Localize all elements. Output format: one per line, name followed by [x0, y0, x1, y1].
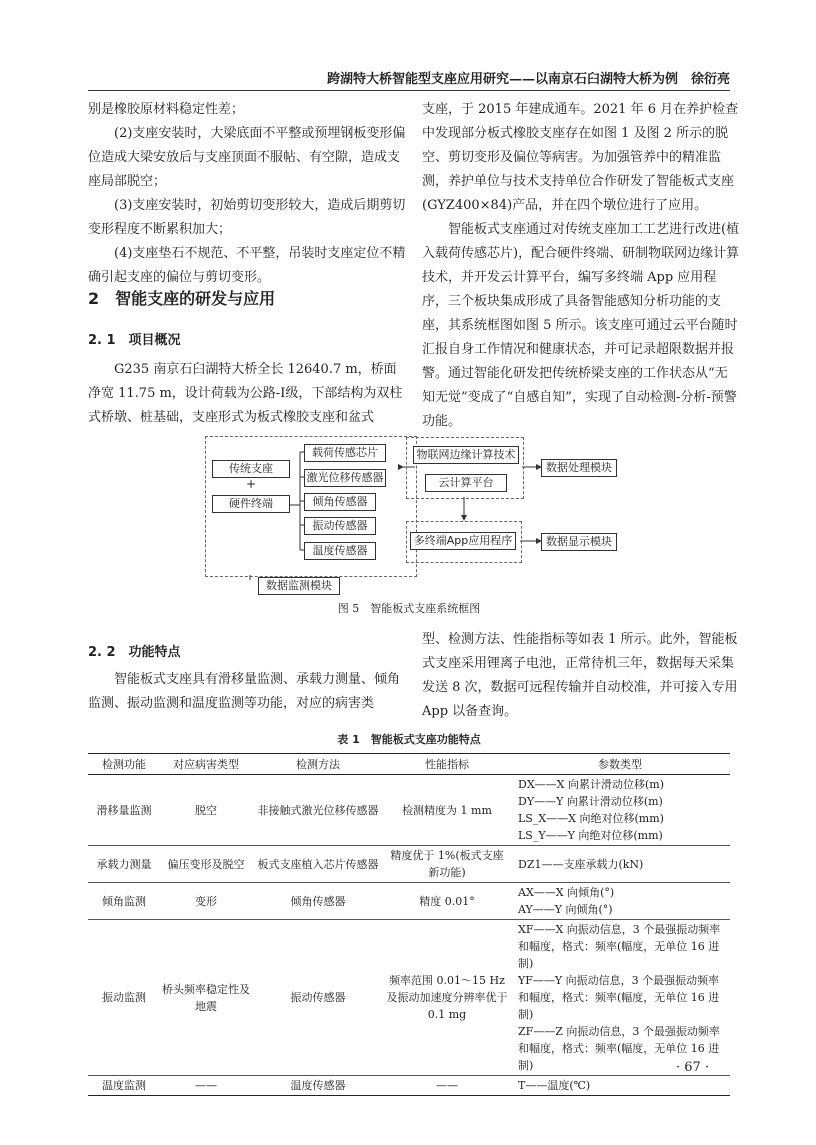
param-line: YF——Y 向振动信息，3 个最强振动频率和幅度，格式：频率(幅度，无单位 16 进制): [518, 974, 720, 1021]
cell-params: [510, 846, 730, 883]
data-monitor-box: 数据监测模块: [258, 577, 340, 595]
cell-method: 板式支座植入芯片传感器: [252, 846, 384, 883]
cell-disease: 偏压变形及脱空: [160, 846, 252, 883]
sensor-tilt-box: 倾角传感器: [304, 493, 376, 511]
right-column-features: [422, 628, 740, 724]
paragraph: (3)支座安装时，初始剪切变形较大，造成后期剪切变形程度不断累积加大；: [88, 198, 406, 237]
traditional-bearing-box: 传统支座: [212, 460, 290, 478]
paragraph: 别是橡胶原材料稳定性差；: [88, 102, 245, 117]
section-heading-2-2: 2. 2 功能特点: [88, 645, 181, 660]
cell-method: 温度传感器: [252, 1076, 384, 1096]
param-line: DX——X 向累计滑动位移(m): [518, 778, 664, 791]
param-line: LS_Y——Y 向绝对位移(mm): [518, 829, 663, 842]
cell-params: [510, 883, 730, 920]
table-row: [88, 775, 730, 846]
cell-disease: 变形: [160, 883, 252, 920]
paragraph: 支座，于 2015 年建成通车。2021 年 6 月在养护检查中发现部分板式橡胶支座存在如图 1 及图 2 所示的脱空、剪切变形及偏位等病害。为加强管养中的精准监测，养护单位与技术支持单位合作研发了智能板式支座(GYZ400×84)产品，并在四个墩位进行了应用。: [422, 102, 739, 213]
cell-performance: 检测精度为 1 mm: [384, 775, 510, 846]
plus-sign: +: [246, 477, 257, 491]
cell-performance: 精度优于 1%(板式支座新功能): [384, 846, 510, 883]
cell-method: 倾角传感器: [252, 883, 384, 920]
cloud-platform-box: 云计算平台: [425, 474, 507, 492]
paragraph: (4)支座垫石不规范、不平整，吊装时支座定位不精确引起支座的偏位与剪切变形。: [88, 246, 406, 285]
cell-params: [510, 775, 730, 846]
paragraph: 型、检测方法、性能指标等如表 1 所示。此外，智能板式支座采用锂离子电池，正常待机三年，数据每天采集发送 8 次，数据可远程传输并自动校准，并可接入专用 App 以备查询。: [422, 632, 738, 719]
paragraph: (2)支座安装时，大梁底面不平整或预埋钢板变形偏位造成大梁安放后与支座顶面不服帖、有空隙，造成支座局部脱空；: [88, 126, 406, 189]
cell-method: 振动传感器: [252, 920, 384, 1076]
param-line: XF——X 向振动信息，3 个最强振动频率和幅度，格式：频率(幅度，无单位 16 进制): [518, 923, 721, 970]
param-line: LS_X——X 向绝对位移(mm): [518, 812, 664, 825]
cell-function: 振动监测: [88, 920, 160, 1076]
param-line: T——温度(℃): [518, 1079, 591, 1092]
cell-disease: 桥头频率稳定性及地震: [160, 920, 252, 1076]
cell-performance: ——: [384, 1076, 510, 1096]
cell-performance: 频率范围 0.01～15 Hz 及振动加速度分辨率优于 0.1 mg: [384, 920, 510, 1076]
table-1: [88, 753, 730, 1096]
table-header-row: [88, 754, 730, 775]
param-line: DY——Y 向累计滑动位移(m): [518, 795, 663, 808]
cell-function: 倾角监测: [88, 883, 160, 920]
edge-computing-box: 物联网边缘计算技术: [413, 446, 519, 464]
cell-params: [510, 1076, 730, 1096]
cell-function: 承载力测量: [88, 846, 160, 883]
cell-params: [510, 920, 730, 1076]
section-heading-2: 2 智能支座的研发与应用: [88, 289, 276, 308]
left-column-features: [88, 668, 406, 716]
cell-function: 滑移量监测: [88, 775, 160, 846]
table-caption: 表 1 智能板式支座功能特点: [337, 733, 481, 746]
cell-function: 温度监测: [88, 1076, 160, 1096]
data-display-box: 数据显示模块: [541, 533, 617, 551]
page-number: · 67 ·: [676, 1060, 710, 1075]
paragraph: 智能板式支座具有滑移量监测、承载力测量、倾角监测、振动监测和温度监测等功能，对应的病害类: [88, 672, 401, 711]
param-line: AX——X 向倾角(°): [518, 886, 615, 899]
cell-disease: ——: [160, 1076, 252, 1096]
figure-caption: 图 5 智能板式支座系统框图: [337, 602, 481, 615]
section-heading-2-1: 2. 1 项目概况: [88, 333, 181, 348]
paragraph: G235 南京石臼湖特大桥全长 12640.7 m，桥面净宽 11.75 m，设计荷载为公路-Ⅰ级，下部结构为双柱式桥墩、桩基础，支座形式为板式橡胶支座和盆式: [88, 362, 403, 425]
header-cell: 检测方法: [252, 754, 384, 775]
cell-disease: 脱空: [160, 775, 252, 846]
header-cell: 参数类型: [510, 754, 730, 775]
hardware-terminal-box: 硬件终端: [212, 495, 290, 513]
running-header: 跨湖特大桥智能型支座应用研究——以南京石臼湖特大桥为例 徐衍亮: [326, 72, 730, 87]
app-box: 多终端App应用程序: [410, 532, 516, 550]
paragraph: 智能板式支座通过对传统支座加工工艺进行改进(植入载荷传感芯片)，配合硬件终端、研制物联网边缘计算技术，并开发云计算平台，编写多终端 App 应用程序，三个板块集成形成了具备智能感知分析功能的支座，其系统框图如图 5 所示。该支座可通过云平台随时汇报自身工作情况和健康状态，并可记录超限数据并报警。通过智能化研发把传统桥梁支座的工作状态从“无知无觉”变成了“自感自知”，实现了自动检测-分析-预警功能。: [422, 222, 740, 429]
table-row: [88, 920, 730, 1076]
header-cell: 检测功能: [88, 754, 160, 775]
param-line: ZF——Z 向振动信息，3 个最强振动频率和幅度，格式：频率(幅度，无单位 16 进制): [518, 1025, 720, 1072]
cell-performance: 精度 0.01°: [384, 883, 510, 920]
sensor-vibration-box: 振动传感器: [304, 517, 376, 535]
data-processing-box: 数据处理模块: [541, 459, 617, 477]
table-row: [88, 1076, 730, 1096]
sensor-temperature-box: 温度传感器: [304, 542, 376, 560]
header-cell: 对应病害类型: [160, 754, 252, 775]
cell-method: 非接触式激光位移传感器: [252, 775, 384, 846]
table-row: [88, 846, 730, 883]
param-line: DZ1——支座承载力(kN): [518, 857, 644, 871]
sensor-load-chip-box: 载荷传感芯片: [304, 444, 386, 462]
param-line: AY——Y 向倾角(°): [518, 903, 613, 916]
sensor-laser-box: 激光位移传感器: [304, 469, 386, 487]
table-row: [88, 883, 730, 920]
header-cell: 性能指标: [384, 754, 510, 775]
